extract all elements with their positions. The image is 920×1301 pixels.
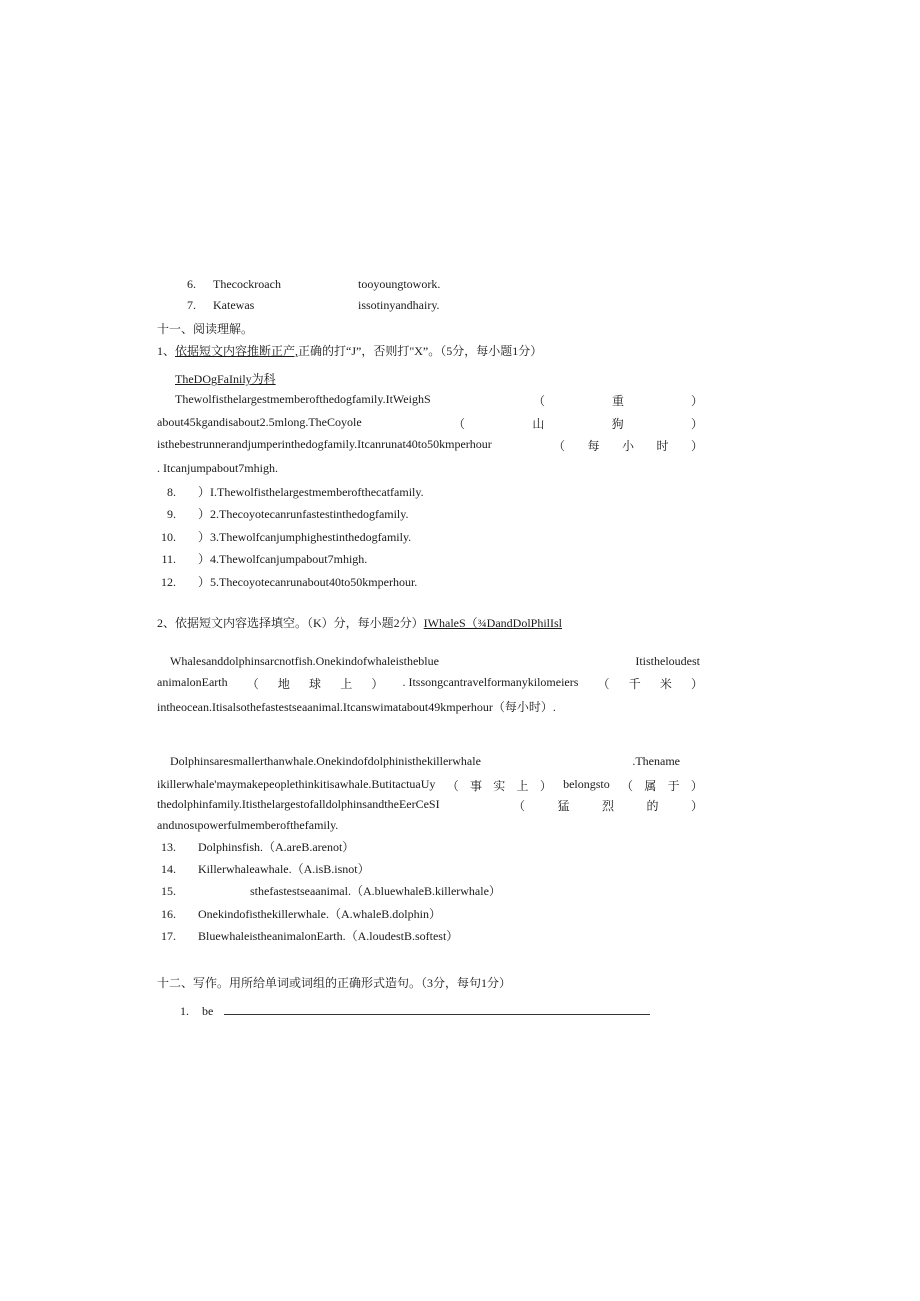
answer-line[interactable] [224, 1004, 650, 1015]
item-number: 15. [161, 884, 176, 898]
section-12-heading: 十二、写作。用所给单词或词组的正确形式造句。（3分，每句1分） [157, 976, 512, 990]
part1-underlined: 依据短文内容推断正产, [175, 344, 299, 358]
passage2b-line-4: andιnosιpowerfulmemberofthefamily. [157, 818, 339, 832]
item-text: ）4.Thewolfcanjumpabout7mhigh. [198, 552, 368, 566]
choice-item-14 [150, 860, 370, 877]
match-item-6-left: Thecockroach [213, 277, 281, 291]
item-number: 7. [187, 298, 196, 312]
item-text: ）2.Thecoyotecanrunfastestinthedogfamily. [198, 507, 409, 521]
item-text: Killerwhaleawhale.（A.isB.isnot） [198, 862, 370, 876]
match-item-7-right: issotinyandhairy. [358, 298, 440, 312]
passage2b-line-3: thedolphinfamily.ItisthelargestofalldolphinsandtheEerCeSI （ 猛 烈 的 ） [157, 797, 703, 813]
match-item-6 [187, 277, 196, 292]
passage2a-line-2: animalonEarth （ 地 球 上 ） . Itssongcantravelformanykilomeiers （ 千 米 ） [157, 675, 703, 691]
item-number: 1. [180, 1004, 189, 1018]
part2-title: IWhaleS（¾DandDolPhilIsl [423, 616, 562, 630]
item-number: 14. [161, 862, 176, 876]
choice-item-17 [150, 927, 458, 944]
item-text: ）5.Thecoyotecanrunabout40to50kmperhour. [198, 575, 418, 589]
choice-item-16 [150, 905, 441, 922]
part1-instruction [157, 342, 542, 359]
item-number: 13. [161, 840, 176, 854]
passage2a-line-1: Whalesanddolphinsarcnotfish.Onekindofwhaleistheblue Itistheloudest [170, 654, 700, 668]
item-text: ）3.Thewolfcanjumphighestinthedogfamily. [198, 530, 412, 544]
tf-item-9 [150, 505, 409, 522]
item-text: Onekindofisthekillerwhale.（A.whaleB.dolphin） [198, 907, 441, 921]
tf-item-10 [150, 528, 411, 545]
passage1-line-4: . Itcanjumpabout7mhigh. [157, 461, 278, 475]
tf-item-8 [150, 483, 424, 500]
part1-suffix: 正确的打“J”，否则打"X”。（5分，每小题1分） [298, 344, 543, 358]
passage1-line-1: Thewolfisthelargestmemberofthedogfamily.ItWeighS （ 重 ） [175, 392, 703, 408]
item-number: 10. [161, 530, 176, 544]
passage2a-line-3: intheocean.Itisalsothefastestseaanimal.Itcanswimatabout49kmperhour（每小时）. [157, 700, 556, 714]
item-text: sthefastestseaanimal.（A.bluewhaleB.killerwhale） [250, 884, 501, 898]
item-number: 11. [161, 552, 176, 566]
item-number: 12. [161, 575, 176, 589]
passage2b-line-2: ikillerwhale'maymakepeoplethinkitisawhale.ButitactuaUy （ 事 实 上 ） belongsto （ 属 于 ） [157, 777, 703, 793]
item-number: 8. [167, 485, 176, 499]
item-text: ）I.Thewolfisthelargestmemberofthecatfamily. [198, 485, 424, 499]
section-11-heading: 十一、阅读理解。 [157, 322, 254, 336]
passage1-line-2: about45kgandisabout2.5mlong.TheCoyole （ 山 狗 ） [157, 415, 703, 431]
item-number: 6. [187, 277, 196, 291]
tf-item-11 [150, 550, 367, 567]
passage1-line-3: isthebestrunnerandjumperinthedogfamily.Itcanrunat40to50kmperhour （ 每 小 时 ） [157, 437, 703, 453]
match-item-7 [187, 298, 196, 313]
match-item-7-left: Katewas [213, 298, 255, 312]
item-number: 16. [161, 907, 176, 921]
part1-prefix: 1、 [157, 344, 176, 358]
item-number: 17. [161, 929, 176, 943]
passage1-title: TheDOgFaInily为科 [175, 372, 276, 386]
item-number: 9. [167, 507, 176, 521]
choice-item-15 [150, 882, 501, 899]
item-text: BluewhaleistheanimalonEarth.（A.loudestB.softest） [198, 929, 459, 943]
match-item-6-right: tooyoungtowork. [358, 277, 441, 291]
part2-instruction [157, 614, 562, 631]
item-word: be [202, 1004, 214, 1018]
part2-instruction-text: 2、依据短文内容选择填空。（K）分，每小题2分） [157, 616, 424, 630]
passage2b-line-1: Dolphinsaresmallerthanwhale.Onekindofdolphinisthekillerwhale .Thename [170, 754, 680, 768]
tf-item-12 [150, 573, 417, 590]
writing-item-1 [180, 1004, 650, 1019]
choice-item-13 [150, 838, 354, 855]
item-text: Dolphinsfish.（A.areB.arenot） [198, 840, 355, 854]
